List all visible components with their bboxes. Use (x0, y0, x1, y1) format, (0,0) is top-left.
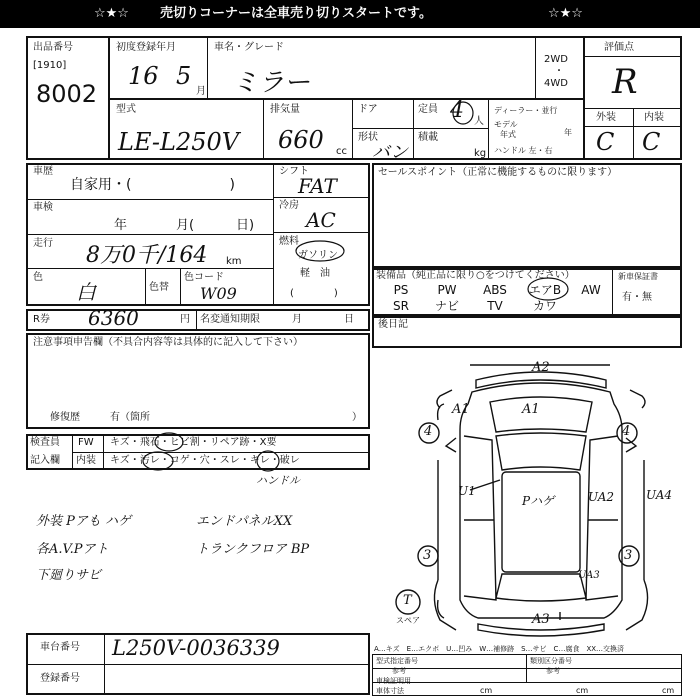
equip-label: 装備品（純正品に限り○をつけてください） (376, 270, 575, 281)
diagram-ua3: UA3 (578, 570, 600, 581)
ac-label: 冷房 (279, 200, 299, 211)
cap-label: 定員 (418, 104, 438, 115)
cm-1: cm (480, 686, 493, 695)
drive-dot: ・ (554, 66, 564, 77)
equip-aw: AW (581, 283, 601, 297)
notes-label: 注意事項申告欄（不具合内容等は具体的に記入して下さい） (33, 337, 303, 348)
model-year-sub: 年式 (500, 130, 516, 139)
fw-label: FW (78, 437, 94, 448)
insp-year: 年 (114, 218, 128, 233)
dim-label: 車体寸法 (376, 687, 404, 695)
diagram-bottom: A3 (532, 612, 550, 627)
int-items: キズ・汚レ・コゲ・穴・スレ・キレ・破レ (110, 455, 300, 466)
inspector-label2: 記入欄 (30, 455, 60, 466)
year-unit: 年 (564, 128, 572, 137)
handle-label: ハンドル 左・右 (494, 146, 553, 155)
reg-label: 登録番号 (40, 673, 80, 684)
equip-airbag: エアB (528, 283, 562, 297)
lot-sub: [1910] (33, 60, 67, 71)
month-unit: 月 (196, 86, 206, 97)
history-value: 自家用・( ) (70, 177, 235, 193)
color-code-label: 色コード (184, 272, 224, 283)
diagram-a1-left: A1 (452, 402, 470, 417)
after-label: 後日記 (378, 319, 408, 330)
diagram-ua2: UA2 (588, 490, 615, 504)
shift-label: シフト (279, 166, 309, 177)
model-name: ミラー (232, 68, 311, 98)
color-value: 白 (76, 280, 96, 304)
cc-unit: cc (336, 146, 347, 157)
int-label: 内装 (644, 112, 664, 123)
ref-1: 参考 (392, 667, 406, 675)
int-label: 内装 (76, 455, 96, 466)
equip-leather: カワ (532, 299, 557, 313)
repair-label: 修復歴 (50, 412, 80, 423)
cap-value: 4 (450, 98, 464, 123)
door-label: ドア (358, 104, 378, 115)
mileage-value: 8万0千/164 (86, 243, 208, 268)
class-label: 類別区分番号 (530, 657, 572, 665)
warranty-value: 有・無 (622, 292, 652, 303)
fw-items: キズ・飛石・ヒビ割・リペア跡・X要 (110, 437, 277, 448)
ac-value: AC (306, 208, 336, 232)
body-value: バン (372, 142, 408, 163)
first-reg-label: 初度登録年月 (116, 42, 176, 53)
lot-number: 8002 (36, 80, 98, 108)
handle-note: ハンドル (256, 474, 300, 487)
note-2: 各A.V.Pアト (36, 542, 109, 557)
diagram-corner-left: 4 (424, 424, 433, 439)
deadline-label: 名変通知期限 (200, 314, 260, 325)
diagram-ua4: UA4 (646, 488, 673, 502)
inspection-label: 車検 (33, 202, 53, 213)
drive-2wd: 2WD (544, 54, 568, 65)
ext-value: C (596, 128, 615, 156)
damage-legend: A…キズ E…エクボ U…凹み W…補修跡 S…サビ C…腐食 XX…交換済 (374, 645, 625, 653)
dealer-label: ディーラー・並行 (494, 106, 558, 115)
type-value: LE-L250V (118, 128, 240, 156)
diagram-top: A2 (532, 360, 550, 375)
cert-label: 車検証明用 (376, 677, 411, 685)
cm-3: cm (662, 686, 675, 695)
first-reg-year: 16 (128, 62, 159, 90)
note-1: 外装 Pアも ハゲ (36, 514, 132, 529)
insp-month: 月( (176, 218, 195, 233)
equip-pw: PW (437, 283, 457, 297)
insp-day: 日) (236, 218, 255, 233)
diagram-u1: U1 (458, 484, 476, 498)
deadline-day: 日 (344, 314, 354, 325)
cc-label: 排気量 (270, 104, 300, 115)
mileage-unit: km (226, 256, 242, 267)
cap-unit: 人 (474, 116, 484, 127)
certified-label: 型式指定番号 (376, 657, 418, 665)
fuel-label: 燃料 (279, 236, 299, 247)
first-reg-month: 5 (176, 62, 192, 90)
inspector-label1: 検査員 (30, 437, 60, 448)
int-value: C (642, 128, 661, 156)
diagram-corner-right: 4 (622, 424, 631, 439)
equip-ps: PS (393, 283, 409, 297)
grade-value: R (612, 62, 638, 102)
ext-label: 外装 (596, 112, 616, 123)
footer-right (372, 654, 682, 696)
mileage-label: 走行 (33, 238, 53, 249)
diagram-bottom-left: 3 (423, 548, 432, 563)
lot-label: 出品番号 (33, 42, 73, 53)
note-3: 下廻りサビ (36, 568, 102, 583)
diagram-spare-mark: T (403, 593, 412, 608)
diagram-spare-label: スペア (396, 616, 420, 625)
body-label: 形状 (358, 132, 378, 143)
model-label: 車名・グレード (214, 42, 284, 53)
load-unit: kg (474, 148, 487, 159)
note-5: トランクフロア BP (196, 542, 310, 557)
ref-2: 参考 (546, 667, 560, 675)
deadline-month: 月 (292, 314, 302, 325)
note-4: エンドパネルXX (196, 514, 293, 529)
banner-text: 売切りコーナーは全車売り切りスタートです。 (160, 6, 432, 21)
history-label: 車歴 (33, 166, 53, 177)
fuel-paren: ( ) (290, 288, 338, 299)
diagram-bottom-right: 3 (624, 548, 633, 563)
diagram-center: Pハゲ (522, 494, 555, 508)
warranty-label: 新車保証書 (618, 272, 658, 281)
diagram-a1-center: A1 (522, 402, 540, 417)
cm-2: cm (576, 686, 589, 695)
fuel-gas: ガソリン (298, 250, 338, 261)
model-year-label: モデル (494, 120, 518, 129)
yen-unit: 円 (180, 314, 190, 325)
chassis-value: L250V-0036339 (112, 636, 280, 660)
grade-label: 評価点 (604, 42, 634, 53)
drive-4wd: 4WD (544, 78, 568, 89)
recycle-value: 6360 (88, 306, 139, 330)
recycle-label: R券 (33, 314, 50, 325)
equip-navi: ナビ (434, 299, 459, 313)
load-label: 積載 (418, 132, 438, 143)
equip-tv: TV (487, 299, 503, 313)
repair-value: 有（箇所 (110, 412, 150, 423)
equip-abs: ABS (483, 283, 507, 297)
chassis-label: 車台番号 (40, 642, 80, 653)
color-label: 色 (33, 272, 43, 283)
cc-value: 660 (278, 126, 324, 154)
banner-stars-left: ☆★☆ (94, 6, 129, 21)
shift-value: FAT (298, 174, 337, 198)
fuel-light: 軽 油 (300, 268, 330, 279)
sales-label: セールスポイント（正常に機能するものに限ります） (378, 167, 618, 178)
color-change-label: 色替 (149, 282, 169, 293)
type-label: 型式 (116, 104, 136, 115)
banner-stars-right: ☆★☆ (548, 6, 583, 21)
color-code-value: W09 (200, 284, 237, 303)
equip-sr: SR (393, 299, 409, 313)
